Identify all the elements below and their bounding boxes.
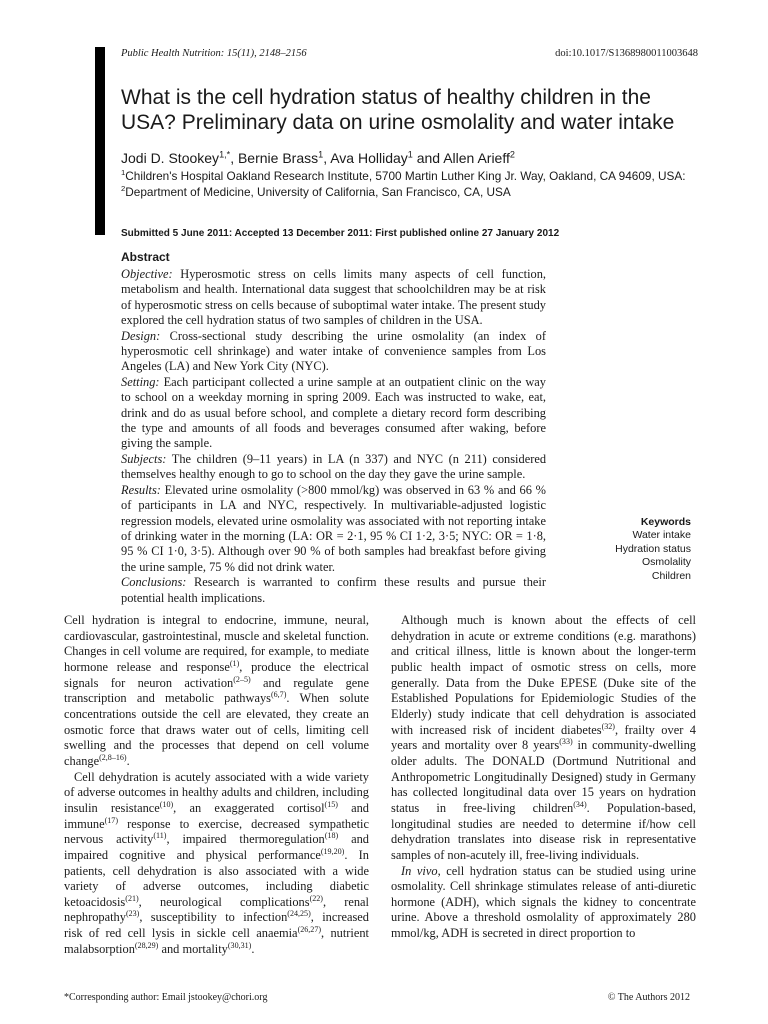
abstract-section-text: Cross-sectional study describing the urine osmolality (an index of hyperosmotic cell shrinkage) and water intake of convenience samples from Los Angeles (LA) and New York City (NYC). [121, 328, 546, 374]
paragraph-text: . Population-based, longitudinal studies are needed to determine if/how cell dehydration translates into disease risk in representative samples of non-acutely ill, free-living individuals. [391, 800, 697, 862]
paragraph-text: , cell hydration status can be studied using urine osmolality. Cell shrinkage stimulates release of anti-diuretic hormone (ADH), which signals the kidney to concentrate urine. Above a threshold osmolality of approximately 280 mmol/kg, ADH is secreted in direct proportion to [391, 863, 696, 941]
abstract-section [121, 575, 546, 606]
body-paragraph [64, 770, 369, 958]
citation-ref: (22) [309, 893, 323, 903]
paragraph-text: and immune [64, 800, 369, 831]
author-name: Bernie Brass [237, 150, 319, 166]
body-paragraph [391, 613, 696, 864]
paragraph-text: Although much is known about the effects of cell dehydration in acute or extreme conditions (e.g. marathons) and critical illness, little is known about the longer-term public health impact of osmotic stress on cells, more generally. Data from the Duke EPESE (Duke site of the Established Populations for Epidemiologic Studies of the Elderly) study indicate that cell dehydration is associated with increased risk of incident diabetes [391, 613, 696, 737]
author-separator: , [230, 150, 238, 166]
author-affiliation-mark: 2 [509, 149, 515, 160]
affiliation-text: Children's Hospital Oakland Research Institute, 5700 Martin Luther King Jr. Way, Oakland, CA 94609, USA: [125, 169, 686, 183]
abstract-section [121, 267, 546, 329]
affiliation-text: Department of Medicine, University of California, San Francisco, CA, USA [125, 185, 511, 199]
body-paragraph [64, 613, 369, 770]
keywords-list [615, 529, 691, 583]
abstract-section-text: Each participant collected a urine sample at an outpatient clinic on the way to school on a weekday morning in spring 2009. Each was instructed to wake, eat, drink and do as usual before school, and complete a dietary record form describing the type and amounts of all foods and beverages consumed after waking, before giving the sample. [121, 374, 546, 451]
citation-ref: (1) [229, 658, 240, 668]
citation-ref: (21) [125, 893, 139, 903]
journal-citation: Public Health Nutrition: 15(11), 2148–2156 [121, 48, 307, 59]
paragraph-text: , renal nephropathy [64, 894, 370, 925]
paragraph-text: Cell dehydration is acutely associated with a wide variety of adverse outcomes in healthy adults and children, including insulin resistance [64, 769, 369, 815]
affiliation-line [121, 168, 721, 184]
abstract-section-text: Hyperosmotic stress on cells limits many aspects of cell function, metabolism and health. International data suggest that schoolchildren may be at risk of hyperosmotic stress on cells because of suboptimal water intake. The present study explored the cell hydration status of two samples of children in the USA. [121, 267, 547, 328]
keyword-item: Osmolality [641, 556, 691, 569]
citation-ref: (32) [601, 721, 615, 731]
paragraph-text: and impaired cognitive and physical performance [64, 832, 369, 862]
citation-ref: (28,29) [134, 940, 159, 950]
abstract-body [121, 267, 546, 606]
abstract-section-label: Objective: [121, 267, 173, 281]
author-separator: and [412, 150, 444, 166]
citation-ref: (17) [104, 815, 119, 825]
abstract-section-text: Research is warranted to confirm these results and pursue their potential health implications. [121, 575, 546, 605]
paragraph-text: and mortality [158, 941, 228, 956]
publication-dates: Submitted 5 June 2011: Accepted 13 December 2011: First published online 27 January 2012 [121, 228, 560, 239]
author-affiliation-mark: 1 [407, 149, 413, 160]
abstract-section-label: Setting: [121, 374, 160, 389]
body-column-right [391, 613, 696, 942]
author-name: Ava Holliday [330, 150, 408, 166]
citation-ref: (24,25) [287, 909, 311, 919]
citation-ref: (19,20) [320, 846, 345, 856]
paragraph-text: in community-dwelling older adults. The DONALD (Dortmund Nutritional and Anthropometric Longitudinally Designed) study in Germany has collected longitudinal data over 15 years on hydration status in free-living children [391, 738, 696, 815]
affiliation-number: 2 [121, 184, 126, 194]
paragraph-text: , an exaggerated cortisol [173, 800, 325, 815]
citation-ref: (30,31) [227, 940, 252, 950]
author-affiliation-mark: 1,* [219, 149, 231, 160]
paragraph-text: and regulate gene transcription and metabolic pathways [64, 675, 369, 706]
citation-ref: (6,7) [270, 690, 287, 700]
paragraph-text: , susceptibility to infection [139, 910, 288, 925]
abstract-section-label: Results: [121, 482, 161, 497]
keyword-item: Hydration status [615, 542, 691, 555]
affiliation-number: 1 [121, 168, 126, 178]
keyword-item: Children [651, 569, 691, 582]
keywords-heading: Keywords [640, 516, 691, 528]
affiliations [121, 168, 721, 200]
body-column-left [64, 613, 369, 957]
paragraph-text: . When solute concentrations outside the cell are elevated, they create an osmotic force that draws water out of cells, limiting cell swelling and the processes that depend on cell volume change [64, 691, 369, 768]
paragraph-text: , impaired thermoregulation [166, 832, 325, 847]
abstract-section-text: The children (9–11 years) in LA (n 337) and NYC (n 211) considered themselves healthy enough to go to school on the day they gave the urine sample. [121, 451, 547, 482]
keyword-item: Water intake [632, 529, 691, 542]
author-name: Allen Arieff [443, 150, 510, 166]
citation-ref: (2–5) [233, 674, 251, 684]
paragraph-text: . In patients, cell dehydration is also associated with a wide variety of adverse outcomes, including diabetic ketoacidosis [64, 847, 369, 909]
author-list [121, 150, 515, 166]
author-name: Jodi D. Stookey [121, 150, 220, 166]
affiliation-line [121, 184, 721, 200]
abstract-section [121, 483, 546, 575]
paragraph-text: response to exercise, decreased sympathetic nervous activity [64, 816, 369, 847]
abstract-section-label: Design: [121, 328, 161, 343]
citation-ref: (34) [573, 799, 587, 809]
citation-ref: (26,27) [297, 925, 322, 934]
abstract-heading: Abstract [121, 250, 170, 264]
article-title: What is the cell hydration status of healthy children in the USA? Preliminary data on urine osmolality and water intake [121, 86, 675, 134]
citation-ref: (15) [324, 799, 338, 809]
citation-ref: (11) [153, 831, 167, 841]
paragraph-text: , frailty over 4 years and mortality over 8 years [391, 722, 696, 753]
body-paragraph [391, 864, 696, 942]
paragraph-text: Cell hydration is integral to endocrine, immune, neural, cardiovascular, gastrointestinal, muscle and skeletal function. Changes in cell volume are required, for example, to mediate hormone release and response [64, 613, 369, 674]
paragraph-text: , produce the electrical signals for neuron activation [64, 659, 369, 690]
doi-link[interactable]: doi:10.1017/S1368980011003648 [555, 48, 698, 59]
citation-ref: (23) [125, 909, 140, 919]
author-affiliation-mark: 1 [318, 149, 324, 160]
paragraph-text: , neurological complications [138, 894, 310, 909]
keywords-box [615, 516, 691, 583]
author-separator: , [323, 150, 331, 166]
abstract-section [121, 452, 546, 483]
paragraph-text: , increased risk of red cell lysis in sickle cell anaemia [64, 910, 369, 941]
abstract-section-text: Elevated urine osmolality (>800 mmol/kg) was observed in 63 % and 66 % of participants in LA and NYC, respectively. In multivariable-adjusted logistic regression models, elevated urine osmolality was associated with not reporting intake of drinking water in the morning (LA: OR = 2·1, 95 % CI 1·2, 3·5; NYC: OR = 1·8, 95 % CI 1·0, 3·5). Although over 90 % of both samples had breakfast before giving the urine sample, 75 % did not drink water. [121, 482, 546, 574]
abstract-section-label: Conclusions: [121, 575, 187, 590]
copyright-notice: © The Authors 2012 [607, 992, 690, 1003]
corresponding-author-footnote: *Corresponding author: Email jstookey@chori.org [64, 992, 268, 1003]
abstract-section [121, 329, 546, 375]
paragraph-text: . [251, 941, 255, 956]
citation-ref: (2,8–16) [99, 752, 127, 762]
margin-bar [95, 47, 105, 235]
paragraph-text: . [126, 753, 130, 768]
citation-ref: (33) [559, 737, 573, 747]
citation-ref: (18) [324, 831, 339, 841]
paragraph-text: , nutrient malabsorption [64, 926, 369, 956]
italic-text: In vivo [401, 863, 438, 878]
abstract-section [121, 375, 546, 452]
abstract-section-label: Subjects: [121, 451, 167, 466]
citation-ref: (10) [159, 799, 174, 809]
